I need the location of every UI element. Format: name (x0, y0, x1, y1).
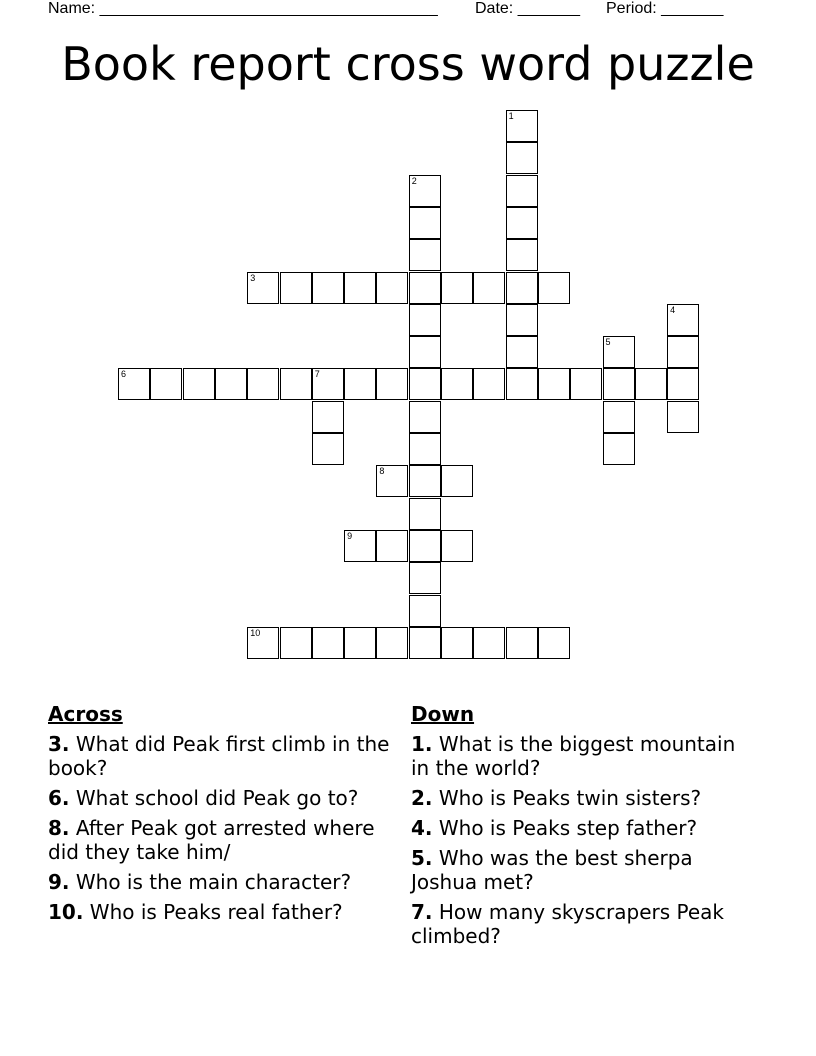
across-clue: 8. After Peak got arrested where did they take him/ (48, 816, 375, 864)
grid-cell[interactable] (409, 368, 441, 400)
clue-number: 9 (347, 530, 353, 541)
grid-cell[interactable] (441, 465, 473, 497)
clue-number: 4 (670, 304, 676, 315)
grid-cell[interactable] (344, 627, 376, 659)
clue-number: 8 (379, 466, 385, 477)
grid-cell[interactable] (376, 627, 408, 659)
clue-number: 6 (121, 369, 127, 380)
grid-cell[interactable] (376, 272, 408, 304)
grid-cell[interactable] (118, 368, 150, 400)
grid-cell[interactable] (312, 272, 344, 304)
date-field-label: Date: _______ (475, 0, 580, 17)
clue-number: 2 (411, 175, 417, 186)
grid-cell[interactable] (506, 304, 538, 336)
grid-cell[interactable] (538, 272, 570, 304)
clue-number: 3 (250, 272, 256, 283)
across-clue: 6. What school did Peak go to? (48, 786, 359, 810)
puzzle-title: Book report cross word puzzle (61, 37, 755, 91)
grid-cell[interactable] (344, 272, 376, 304)
grid-cell[interactable] (473, 627, 505, 659)
grid-cell[interactable] (538, 368, 570, 400)
grid-cell[interactable] (376, 368, 408, 400)
grid-cell[interactable] (376, 465, 408, 497)
name-field-label: Name: ______________________________________ (48, 0, 438, 17)
grid-cell[interactable] (409, 562, 441, 594)
grid-cell[interactable] (247, 627, 279, 659)
down-heading: Down (411, 702, 475, 726)
down-clue: 7. How many skyscrapers Peak climbed? (411, 900, 724, 948)
grid-cell[interactable] (635, 368, 667, 400)
grid-cell[interactable] (409, 530, 441, 562)
grid-cell[interactable] (409, 595, 441, 627)
period-field-label: Period: _______ (606, 0, 724, 17)
down-clue: 2. Who is Peaks twin sisters? (411, 786, 702, 810)
clue-number: 5 (605, 337, 611, 348)
across-clues (48, 702, 393, 930)
across-clue: 3. What did Peak first climb in the book? (48, 732, 390, 780)
grid-cell[interactable] (570, 368, 602, 400)
grid-cell[interactable] (506, 368, 538, 400)
grid-cell[interactable] (473, 368, 505, 400)
grid-cell[interactable] (312, 627, 344, 659)
grid-cell[interactable] (183, 368, 215, 400)
grid-cell[interactable] (667, 401, 699, 433)
grid-cell[interactable] (506, 175, 538, 207)
down-clue: 5. Who was the best sherpa Joshua met? (411, 846, 693, 894)
across-clue: 10. Who is Peaks real father? (48, 900, 343, 924)
grid-cell[interactable] (376, 530, 408, 562)
grid-cell[interactable] (280, 627, 312, 659)
down-clue: 4. Who is Peaks step father? (411, 816, 698, 840)
down-clues (411, 702, 756, 954)
grid-cell[interactable] (506, 272, 538, 304)
grid-cell[interactable] (409, 401, 441, 433)
across-clue: 9. Who is the main character? (48, 870, 352, 894)
grid-cell[interactable] (409, 175, 441, 207)
grid-cell[interactable] (506, 207, 538, 239)
grid-cell[interactable] (441, 627, 473, 659)
grid-cell[interactable] (247, 272, 279, 304)
clue-number: 7 (314, 369, 320, 380)
down-clue: 1. What is the biggest mountain in the world? (411, 732, 736, 780)
grid-cell[interactable] (506, 239, 538, 271)
grid-cell[interactable] (603, 336, 635, 368)
grid-cell[interactable] (409, 336, 441, 368)
grid-cell[interactable] (441, 530, 473, 562)
grid-cell[interactable] (506, 110, 538, 142)
grid-cell[interactable] (215, 368, 247, 400)
grid-cell[interactable] (506, 142, 538, 174)
grid-cell[interactable] (409, 239, 441, 271)
across-heading: Across (48, 702, 123, 726)
grid-cell[interactable] (441, 368, 473, 400)
grid-cell[interactable] (667, 336, 699, 368)
grid-cell[interactable] (150, 368, 182, 400)
clue-number: 1 (508, 111, 514, 121)
grid-cell[interactable] (409, 465, 441, 497)
grid-cell[interactable] (280, 368, 312, 400)
grid-cell[interactable] (312, 368, 344, 400)
grid-cell[interactable] (506, 627, 538, 659)
grid-cell[interactable] (473, 272, 505, 304)
grid-cell[interactable] (409, 627, 441, 659)
grid-cell[interactable] (603, 433, 635, 465)
grid-cell[interactable] (247, 368, 279, 400)
grid-cell[interactable] (667, 368, 699, 400)
grid-cell[interactable] (603, 401, 635, 433)
grid-cell[interactable] (344, 368, 376, 400)
grid-cell[interactable] (667, 304, 699, 336)
grid-cell[interactable] (280, 272, 312, 304)
grid-cell[interactable] (506, 336, 538, 368)
grid-cell[interactable] (538, 627, 570, 659)
grid-cell[interactable] (312, 401, 344, 433)
grid-cell[interactable] (409, 207, 441, 239)
clue-number: 10 (250, 627, 261, 638)
grid-cell[interactable] (344, 530, 376, 562)
grid-cell[interactable] (409, 304, 441, 336)
grid-cell[interactable] (441, 272, 473, 304)
grid-cell[interactable] (312, 433, 344, 465)
grid-cell[interactable] (409, 433, 441, 465)
grid-cell[interactable] (409, 272, 441, 304)
grid-cell[interactable] (603, 368, 635, 400)
grid-cell[interactable] (409, 498, 441, 530)
